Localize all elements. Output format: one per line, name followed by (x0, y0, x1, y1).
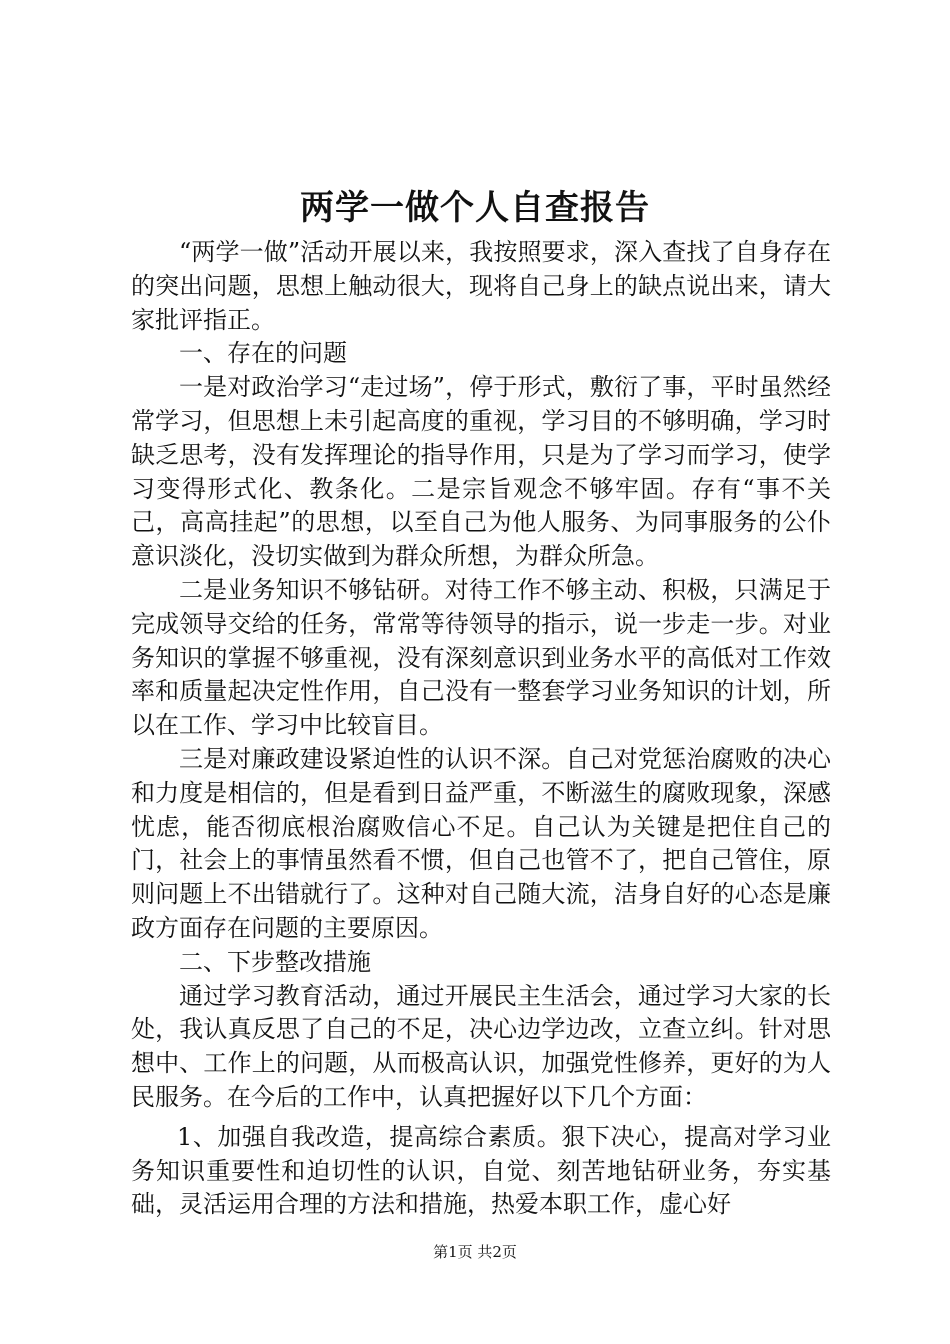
page-footer: 第1页 共2页 (433, 1243, 517, 1261)
paragraph-measure-1: 1、加强自我改造，提高综合素质。狠下决心，提高对学习业务知识重要性和迫切性的认识，自觉、刻苦地钻研业务，夯实基础，灵活运用合理的方法和措施，热爱本职工作，虚心好 (131, 1122, 831, 1219)
paragraph-problem-1: 一是对政治学习“走过场”，停于形式，敷衍了事，平时虽然经常学习，但思想上未引起高度的重视，学习目的不够明确，学习时缺乏思考，没有发挥理论的指导作用，只是为了学习而学习，使学习变得形式化、教条化。二是宗旨观念不够牢固。存有“事不关己，高高挂起”的思想，以至自己为他人服务、为同事服务的公仆意识淡化，没切实做到为群众所想，为群众所急。 (131, 373, 831, 571)
document-title: 两学一做个人自查报告 (300, 188, 650, 228)
paragraph-problem-3: 三是对廉政建设紧迫性的认识不深。自己对党惩治腐败的决心和力度是相信的，但是看到日益严重，不断滋生的腐败现象，深感忧虑，能否彻底根治腐败信心不足。自己认为关键是把住自己的门，社会上的事情虽然看不惯，但自己也管不了，把自己管住，原则问题上不出错就行了。这种对自己随大流，洁身自好的心态是廉政方面存在问题的主要原因。 (131, 744, 831, 942)
section-heading-problems: 一、存在的问题 (179, 339, 347, 368)
document-body (131, 236, 831, 1222)
paragraph-measures-intro: 通过学习教育活动，通过开展民主生活会，通过学习大家的长处，我认真反思了自己的不足，决心边学边改，立查立纠。针对思想中、工作上的问题，从而极高认识，加强党性修养，更好的为人民服务。在今后的工作中，认真把握好以下几个方面： (131, 981, 831, 1111)
section-heading-measures: 二、下步整改措施 (179, 947, 371, 976)
paragraph-problem-2: 二是业务知识不够钻研。对待工作不够主动、积极，只满足于完成领导交给的任务，常常等待领导的指示，说一步走一步。对业务知识的掌握不够重视，没有深刻意识到业务水平的高低对工作效率和质量起决定性作用，自己没有一整套学习业务知识的计划，所以在工作、学习中比较盲目。 (131, 575, 831, 740)
intro-paragraph: “两学一做”活动开展以来，我按照要求，深入查找了自身存在的突出问题，思想上触动很大，现将自己身上的缺点说出来，请大家批评指正。 (131, 238, 831, 334)
